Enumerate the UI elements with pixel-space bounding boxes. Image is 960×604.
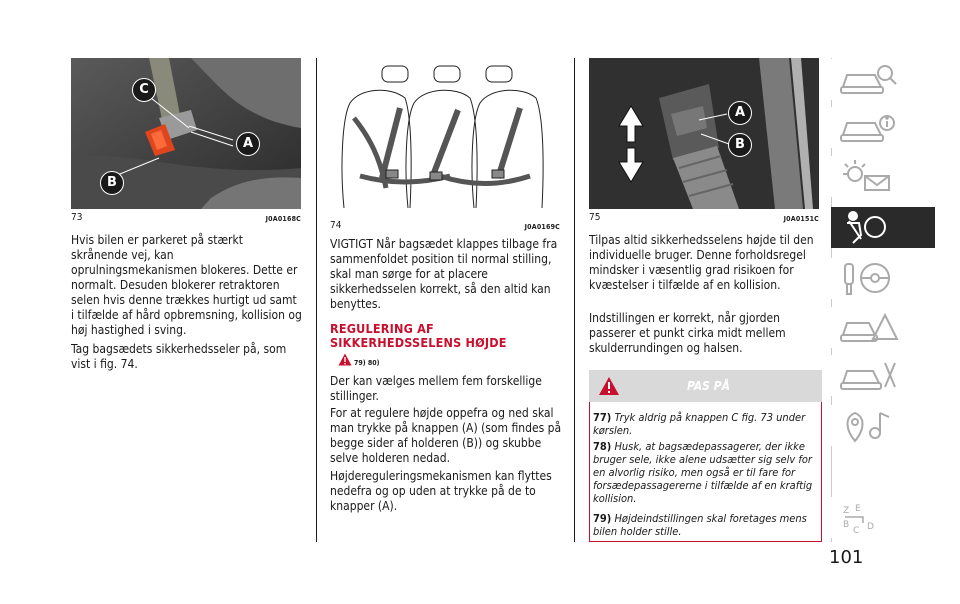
tab-car-search[interactable] [831,59,935,100]
figure-number: 73 [71,212,83,223]
warning-title: PAS PÅ [687,379,730,393]
warning-lights-icon [839,158,899,195]
body-paragraph: Hvis bilen er parkeret på stærkt skrånende vej, kan oprulningsmekanismen blokeres. Dette er normalt. Desuden blokerer retraktoren selen hvis denne trækkes hurtigt ud samt i tilfælde af hård opbremsning, kollision og høj hastighed i sving. [71,233,302,337]
column-divider [574,58,575,542]
column-divider [316,58,317,542]
warning-item [593,440,815,505]
svg-text:D: D [867,522,874,532]
body-paragraph: Højdereguleringsmekanismen kan flyttes nedefra og op uden at trykke på de to knapper (A). [330,469,552,513]
warning-item-number: 78) [593,440,612,453]
tab-steering-key[interactable] [831,258,935,299]
reference-numbers: 79) 80) [354,359,380,367]
figure-75-caption [589,212,819,223]
figure-code: J0A0169C [524,223,560,231]
tab-car-warning[interactable] [831,307,935,348]
tab-gps-media[interactable] [831,405,935,446]
figure-75-leader-lines [589,58,819,209]
gps-media-icon [839,407,899,444]
section-heading: REGULERING AF SIKKERHEDSSELENS HØJDE [330,321,507,350]
tab-warning-lights[interactable] [831,156,935,197]
body-paragraph: Der kan vælges mellem fem forskellige stillinger. [330,374,542,403]
warning-triangle-icon [598,376,620,396]
warning-triangle-icon [338,353,352,366]
warning-item-text: Husk, at bagsædepassagerer, der ikke bruger sele, ikke alene udsætter sig selv for en alvorlig risiko, men også er til fare for forsædepassagererne i tilfælde af en kraftig kollision. [593,440,813,505]
warning-item-text: Højdeindstillingen skal foretages mens bilen holder stille. [593,512,807,538]
body-paragraph: Tag bagsædets sikkerhedsseler på, som vist i fig. 74. [71,342,287,371]
warning-item [593,512,815,538]
alphabet-index-icon [839,499,899,536]
car-warning-icon [839,309,899,346]
car-service-icon [839,357,899,394]
figure-73-label-b: B [100,171,124,195]
steering-key-icon [839,260,899,297]
warning-header [589,370,822,402]
figure-code: J0A0151C [783,215,819,223]
figure-number: 74 [330,220,342,231]
car-search-icon [839,61,899,98]
body-paragraph: Indstillingen er korrekt, når gjorden passerer et punkt cirka midt mellem skulderrundingen og halsen. [589,311,786,355]
warning-item-text: Tryk aldrig på knappen C fig. 73 under kørslen. [593,411,806,437]
svg-text:C: C [853,526,860,536]
page-number: 101 [829,547,864,568]
car-info-icon [839,109,899,146]
warning-item-number: 79) [593,512,612,525]
svg-text:E: E [855,504,861,514]
figure-75-label-b: B [728,133,752,157]
tab-alphabet-index[interactable] [831,497,935,538]
figure-73-caption [71,212,301,223]
figure-73-label-c: C [132,78,156,102]
warning-item [593,411,815,437]
figure-74-image [330,58,560,218]
tab-car-service[interactable] [831,355,935,396]
airbag-safety-icon [839,209,899,246]
figure-number: 75 [589,212,601,223]
tab-car-info[interactable] [831,107,935,148]
important-note: VIGTIGT Når bagsædet klappes tilbage fra sammenfoldet position til normal stilling, skal man sørge for at placere sikkerhedsselen korrekt, så den altid kan benyttes. [330,237,558,311]
warning-item-number: 77) [593,411,612,424]
tab-airbag-safety[interactable] [831,207,935,248]
figure-73-label-a: A [236,132,260,156]
figure-75-label-a: A [728,101,752,125]
svg-text:Z: Z [843,506,850,516]
figure-code: J0A0168C [265,215,301,223]
body-paragraph: For at regulere højde oppefra og ned skal man trykke på knappen (A) (som findes på begge sider af holderen (B)) og skubbe selve holderen nedad. [330,406,562,465]
svg-text:B: B [843,520,850,530]
figure-74-caption [330,220,560,231]
body-paragraph: Tilpas altid sikkerhedsselens højde til den individuelle bruger. Denne forholdsregel mindsker i væsentlig grad risikoen for kvæstelser i tilfælde af en kollision. [589,233,814,292]
